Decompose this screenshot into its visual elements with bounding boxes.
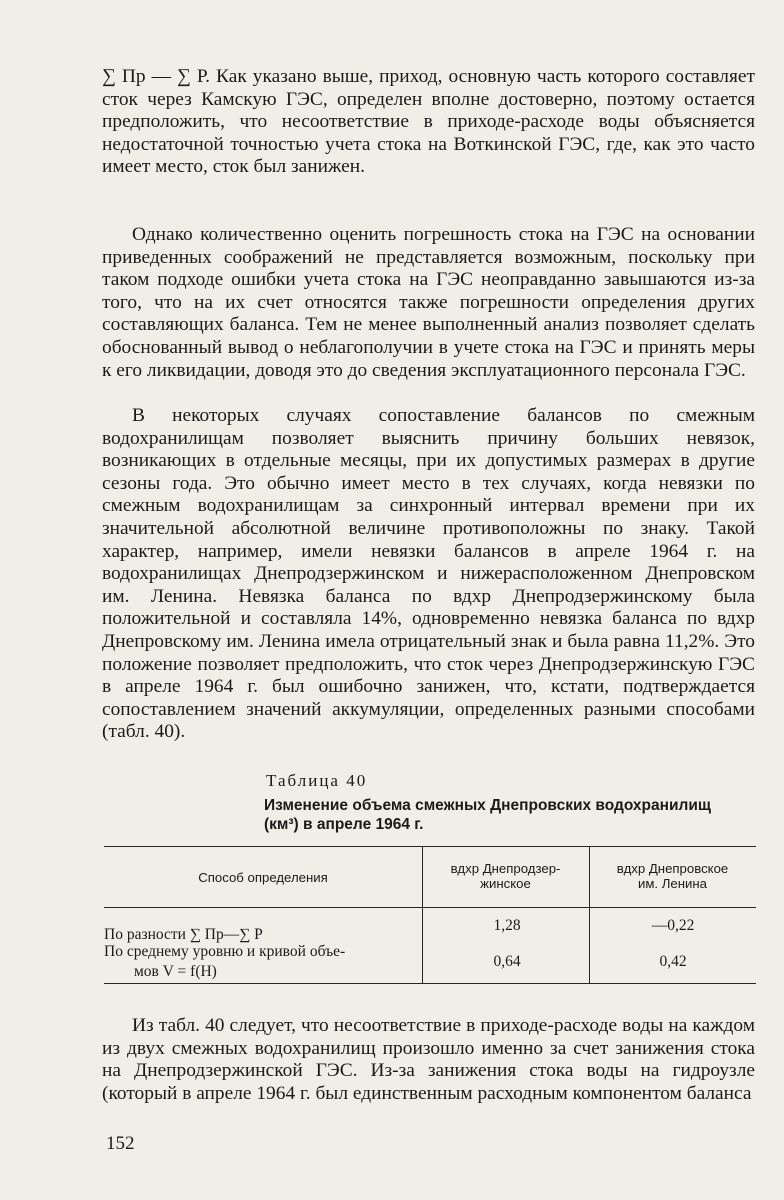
table-label: Таблица 40 [266,771,368,790]
header-dneprodzerzhinsk [422,861,589,891]
paragraph-3-text: В некоторых случаях сопоставление балансов по смежным водохранилищам позволяет выяснить причину больших невязок, возникающих в отдельные месяцы, при их допустимых размерах в другие сезоны года. Это обычно имеет место в тех случаях, когда невязки по смежным водохранилищам за синхронный интервал времени при их значительной абсолютной величине противоположны по знаку. Такой характер, например, имели невязки балансов в апреле 1964 г. на водохранилищах Днепродзержинском и нижерасположенном Днепровском им. Ленина. Невязка баланса по вдхр Днепродзержинскому была положительной и составляла 14%, одновременно невязка баланса по вдхр Днепровскому им. Ленина имела отрицательный знак и была равна 11,2%. Это положение позволяет предположить, что сток через Днепродзержинскую ГЭС в апреле 1964 г. был ошибочно занижен, что, кстати, подтверждается сопоставлением значений аккумуляции, определенных разными способами (табл. 40). [102,405,755,743]
table-row-1-value-1: 1,28 [493,917,521,934]
header-dneprovskoe [589,861,756,891]
paragraph-1-text: ∑ Пр — ∑ Р. Как указано выше, приход, основную часть которого составляет сток через Камскую ГЭС, определен вполне достоверно, поэтому остается предположить, что несоответствие в приходе-расходе воды объясняется недостаточной точностью учета стока на Воткинской ГЭС, где, как это часто имеет место, сток был занижен. [102,66,755,178]
table-row-2-value-2: 0,42 [659,953,687,970]
table-row-1-method: По разности ∑ Пр—∑ Р [104,926,263,943]
page-number: 152 [106,1133,135,1154]
paragraph-2-text: Однако количественно оценить погрешность стока на ГЭС на основании приведенных соображений не представляется возможным, поскольку при таком подходе ошибки учета стока на ГЭС неоправданно завышаются из-за того, что на их счет относятся также погрешности определения других составляющих баланса. Тем не менее выполненный анализ позволяет сделать обоснованный вывод о неблагополучии в учете стока на ГЭС и принять меры к его ликвидации, доводя это до сведения эксплуатационного персонала ГЭС. [102,224,755,381]
header-dneprovskoe-line1: вдхр Днепровское [616,861,729,876]
table-row-1-value-2: —0,22 [651,917,695,934]
paragraph-1 [102,66,755,179]
table-row-2-method-line2: мов V = f(H) [134,963,217,980]
header-dneprodzerzhinsk-line2: жинское [480,876,531,891]
table-caption [264,796,756,834]
paragraph-4-text: Из табл. 40 следует, что несоответствие в приходе-расходе воды на каждом из двух смежных водохранилищ произошло именно за счет занижения стока на Днепродзержинской ГЭС. Из-за занижения стока воды на гидроузле (который в апреле 1964 г. был единственным расходным компонентом баланса [102,1015,755,1104]
table-caption-line1: Изменение объема смежных Днепровских водохранилищ [264,797,711,814]
table-bottom-rule [104,983,756,984]
paragraph-3 [102,405,755,744]
header-dneprodzerzhinsk-line1: вдхр Днепродзер- [450,861,561,876]
paragraph-2 [102,224,755,382]
table-row-2-value-1: 0,64 [493,953,521,970]
paragraph-4 [102,1015,755,1105]
table-row-2-method [104,942,422,982]
table-caption-line2: (км³) в апреле 1964 г. [264,816,424,833]
table-row-2-method-line1: По среднему уровню и кривой объе- [104,943,346,960]
table-top-rule [104,846,756,847]
table-header-rule [104,907,756,908]
header-dneprovskoe-line2: им. Ленина [637,876,707,891]
header-method: Способ определения [198,870,328,885]
